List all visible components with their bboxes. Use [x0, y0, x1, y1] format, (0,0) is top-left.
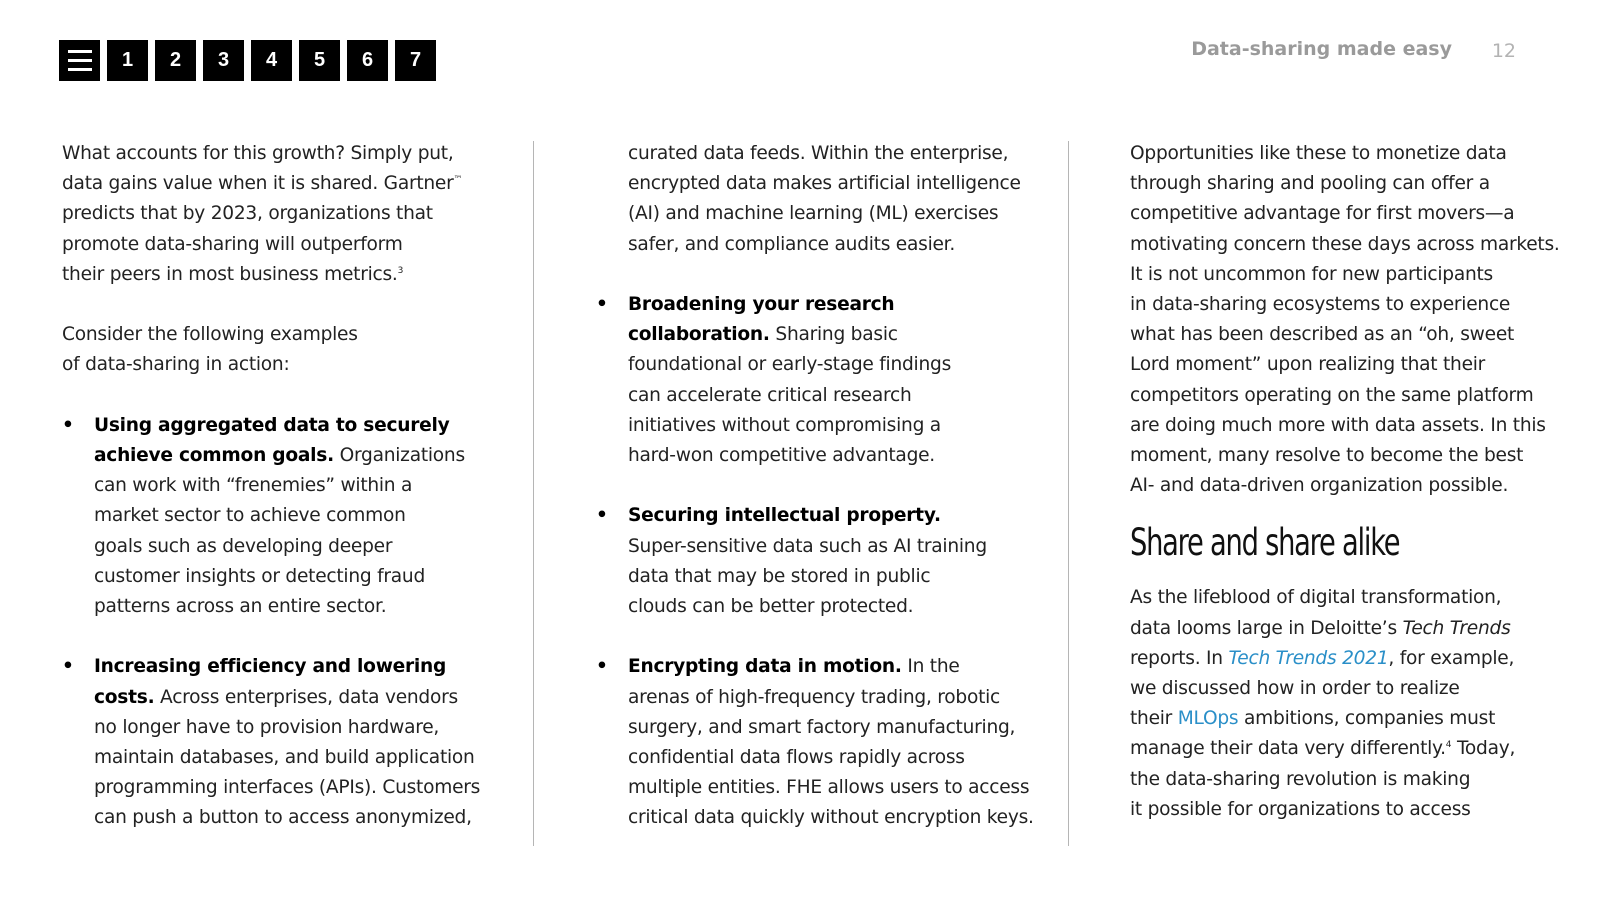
nav-page-5-button[interactable]: 5: [299, 40, 340, 81]
footnote-ref[interactable]: 4: [1445, 740, 1452, 751]
continued-paragraph: curated data feeds. Within the enterprise, encrypted data makes artificial intelligence (AI) and machine learning (ML) exercises safer, and compliance audits easier.: [628, 143, 1021, 255]
nav-page-4-button[interactable]: 4: [251, 40, 292, 81]
column-2: [596, 139, 1061, 834]
column-1: [62, 139, 512, 834]
section-title: Data-sharing made easy: [1191, 38, 1452, 60]
mlops-link[interactable]: MLOps: [1177, 708, 1239, 730]
column-3: [1130, 139, 1590, 825]
list-item: • Using aggregated data to securely achieve common goals. Organizations can work with “frenemies” within a market sector to achieve common goals such as developing deeper customer insights or detecting fraud patterns across an entire sector.: [62, 411, 512, 622]
text-line: Consider the following examples: [62, 324, 358, 346]
footnote-ref[interactable]: 3: [397, 265, 404, 276]
nav-page-3-button[interactable]: 3: [203, 40, 244, 81]
paragraph: Opportunities like these to monetize data through sharing and pooling can offer a competitive advantage for first movers—a motivating concern these days across markets. It is not uncommon for new participants in data-sharing ecosystems to experience what has been described as an “oh, sweet Lord moment” upon realizing that their competitors operating on the same platform are doing much more with data assets. In this moment, many resolve to become the best AI- and data-driven organization possible.: [1130, 143, 1560, 497]
text-line: predicts that by 2023, organizations that: [62, 203, 433, 225]
trademark-symbol: ™: [453, 175, 463, 186]
text-line: What accounts for this growth? Simply put,: [62, 143, 454, 164]
list-item: • Broadening your research collaboration. Sharing basic foundational or early-stage findings can accelerate critical research initiatives without compromising a hard-won competitive advantage.: [596, 290, 1061, 471]
section-heading: Share and share alike: [1130, 521, 1400, 565]
nav-page-7-button[interactable]: 7: [395, 40, 436, 81]
nav-page-2-button[interactable]: 2: [155, 40, 196, 81]
menu-button[interactable]: [59, 40, 100, 81]
nav-page-6-button[interactable]: 6: [347, 40, 388, 81]
column-divider: [533, 141, 534, 846]
text-line: data gains value when it is shared. Gartner™: [62, 173, 463, 195]
text-line: their peers in most business metrics.$^3$: [62, 263, 404, 285]
list-item: • Increasing efficiency and lowering costs. Across enterprises, data vendors no longer have to provision hardware, maintain databases, and build application programming interfaces (APIs). Customers can push a button to access anonymized,: [62, 652, 512, 833]
hamburger-menu-icon: [68, 50, 92, 71]
column-divider: [1068, 141, 1069, 846]
page-number: 12: [1491, 40, 1516, 62]
nav-page-1-button[interactable]: 1: [107, 40, 148, 81]
list-item: • Securing intellectual property. Super-sensitive data such as AI training data that may be stored in public clouds can be better protected.: [596, 501, 1061, 622]
paragraph: As the lifeblood of digital transformation, data looms large in Deloitte’s Tech Trends reports. In Tech Trends 2021, for example, we discussed how in order to realize their MLOps ambitions, companies must manage their data very differently.$^4$ Today, the data-sharing revolution is making it possible for organizations to access: [1130, 587, 1516, 820]
text-line: of data-sharing in action:: [62, 354, 290, 376]
page-nav: [59, 40, 436, 81]
text-line: promote data-sharing will outperform: [62, 233, 403, 255]
list-item: • Encrypting data in motion. In the arenas of high-frequency trading, robotic surgery, and smart factory manufacturing, confidential data flows rapidly across multiple entities. FHE allows users to access critical data quickly without encryption keys.: [596, 652, 1061, 833]
tech-trends-2021-link[interactable]: Tech Trends 2021: [1228, 647, 1389, 669]
